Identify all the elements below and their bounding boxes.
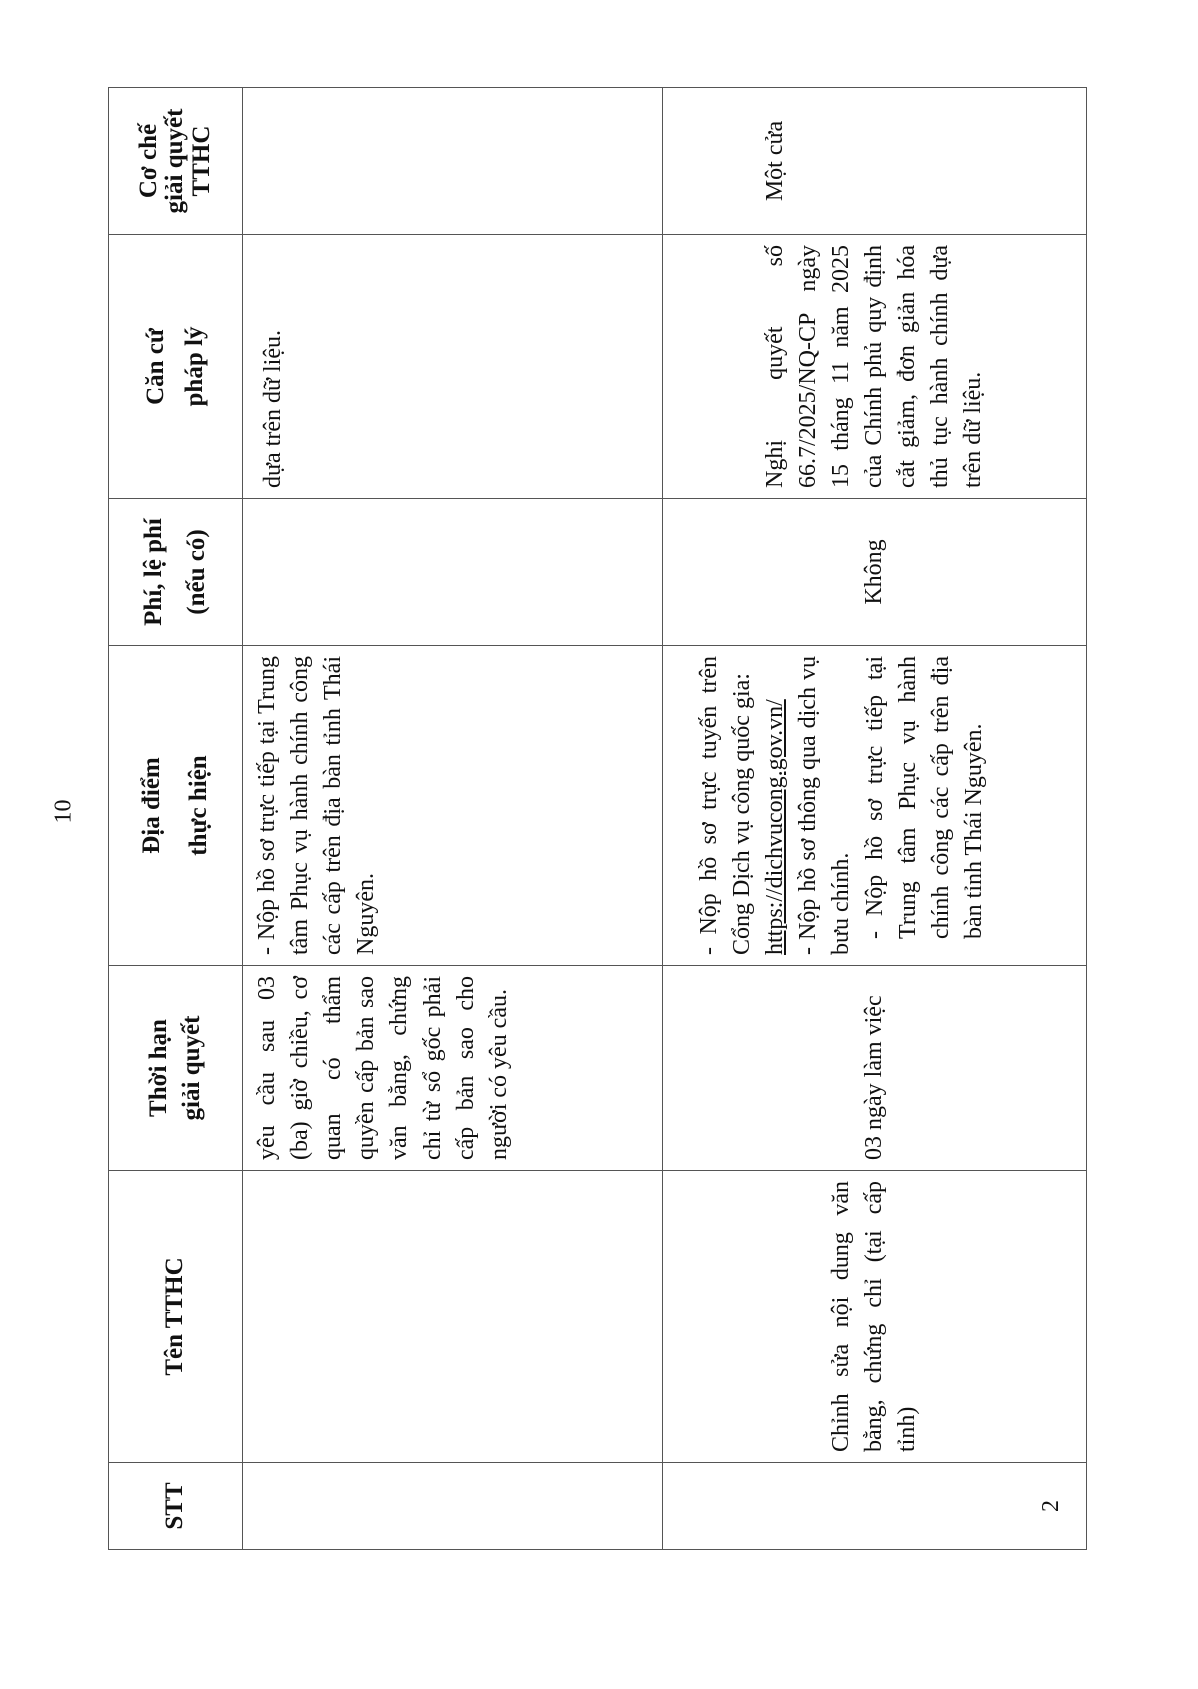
rotated-table-page <box>108 88 1086 1550</box>
table-row-continued <box>243 88 663 1550</box>
header-thoi-han: Thời hạn giải quyết <box>109 966 243 1171</box>
cell-stt-continued <box>243 1463 663 1550</box>
dia-diem-online: - Nộp hồ sơ trực tuyến trên Cổng Dịch vụ công quốc gia: <box>696 656 756 955</box>
cell-can-cu-continued: dựa trên dữ liệu. <box>243 235 663 499</box>
header-stt: STT <box>109 1463 243 1550</box>
header-ten-tthc: Tên TTHC <box>109 1171 243 1463</box>
cell-dia-diem-continued: - Nộp hồ sơ trực tiếp tại Trung tâm Phục vụ hành chính công các cấp trên địa bàn tỉnh Thái Nguyên. <box>243 646 663 966</box>
cell-ten-2: Chỉnh sửa nội dung văn bằng, chứng chỉ (tại cấp tỉnh) <box>663 1171 1087 1463</box>
table-row-2 <box>663 88 1087 1550</box>
header-phi: Phí, lệ phí (nếu có) <box>109 499 243 646</box>
cell-stt-2: 2 <box>663 1463 1087 1550</box>
header-can-cu: Căn cứ pháp lý <box>109 235 243 499</box>
page-number: 10 <box>50 799 77 824</box>
cell-can-cu-2: Nghị quyết số 66.7/2025/NQ-CP ngày 15 tháng 11 năm 2025 của Chính phủ quy định cắt giảm, đơn giản hóa thủ tục hành chính dựa trên dữ liệu. <box>663 235 1087 499</box>
cell-co-che-continued <box>243 88 663 235</box>
cell-ten-continued <box>243 1171 663 1463</box>
dichvucong-link[interactable]: https://dichvucong.gov.vn/ <box>762 699 789 955</box>
cell-dia-diem-2 <box>663 646 1087 966</box>
cell-co-che-2: Một cửa <box>663 88 1087 235</box>
dia-diem-direct: - Nộp hồ sơ trực tiếp tại Trung tâm Phục vụ hành chính công các cấp trên địa bàn tỉnh Thái Nguyên. <box>861 656 987 939</box>
header-row <box>109 88 243 1550</box>
cell-thoi-han-continued: yêu cầu sau 03 (ba) giờ chiều, cơ quan có thẩm quyền cấp bản sao văn bằng, chứng chỉ từ sổ gốc phải cấp bản sao cho người có yêu cầu. <box>243 966 663 1171</box>
header-dia-diem: Địa điểm thực hiện <box>109 646 243 966</box>
procedure-table <box>108 87 1087 1550</box>
dia-diem-post: - Nộp hồ sơ thông qua dịch vụ bưu chính. <box>795 656 855 955</box>
header-co-che: Cơ chế giải quyết TTHC <box>109 88 243 235</box>
cell-phi-2: Không <box>663 499 1087 646</box>
cell-thoi-han-2: 03 ngày làm việc <box>663 966 1087 1171</box>
cell-phi-continued <box>243 499 663 646</box>
